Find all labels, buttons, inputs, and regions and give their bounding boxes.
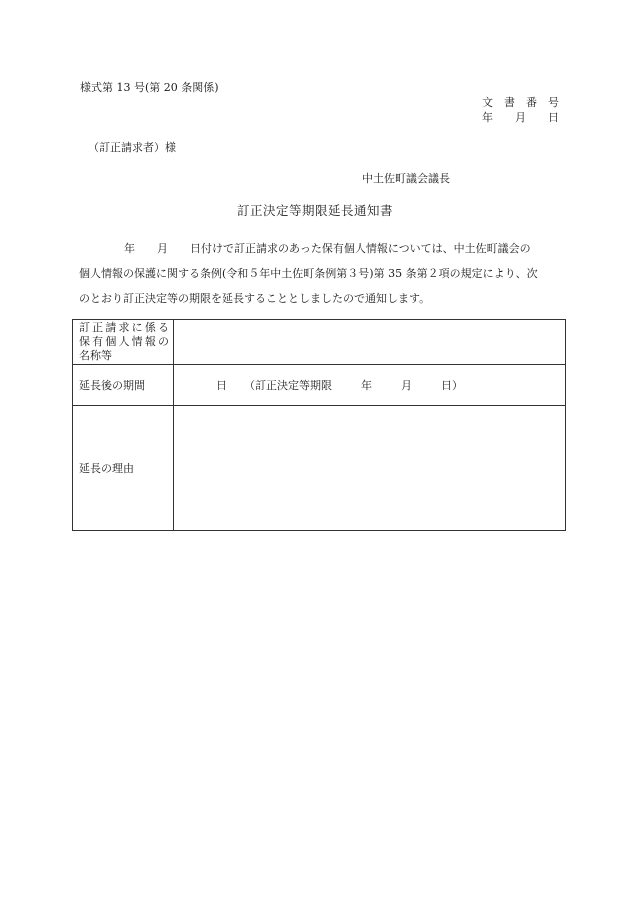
period-month: 月	[401, 379, 412, 392]
subject-label-cell	[73, 320, 174, 365]
period-value-cell[interactable]	[174, 365, 566, 406]
period-label-cell: 延長後の期間	[73, 365, 174, 406]
subject-value-cell[interactable]	[174, 320, 566, 365]
period-year: 年	[361, 379, 372, 392]
table-row-reason	[73, 406, 566, 531]
table-row-subject	[73, 320, 566, 365]
issuer: 中土佐町議会議長	[362, 172, 450, 185]
reason-value-cell[interactable]	[174, 406, 566, 531]
body-line-3: のとおり訂正決定等の期限を延長することとしましたので通知します。	[79, 292, 431, 305]
form-number: 様式第 13 号(第 20 条関係)	[80, 81, 219, 94]
reason-label-cell: 延長の理由	[73, 406, 174, 531]
period-day: 日	[216, 379, 227, 392]
subject-label-line-2: 保有個人情報の	[79, 335, 169, 348]
recipient: （訂正請求者）様	[88, 141, 176, 154]
body-paragraph	[79, 236, 565, 311]
subject-label-line-3: 名称等	[79, 349, 112, 362]
body-line-2: 個人情報の保護に関する条例(令和５年中土佐町条例第３号)第 35 条第２項の規定により、次	[79, 267, 538, 280]
document-date: 年 月 日	[482, 111, 559, 124]
table-row-period	[73, 365, 566, 406]
body-line-1: 年 月 日付けで訂正請求のあった保有個人情報については、中土佐町議会の	[124, 242, 531, 255]
period-deadline-prefix: （訂正決定等期限	[244, 379, 332, 392]
subject-label-line-1: 訂正請求に係る	[79, 321, 169, 334]
info-table	[72, 319, 566, 531]
document-number-block	[482, 95, 559, 125]
document-number-label: 文 書 番 号	[482, 96, 559, 109]
document-title: 訂正決定等期限延長通知書	[236, 203, 393, 218]
period-deadline-suffix: 日）	[441, 379, 463, 392]
